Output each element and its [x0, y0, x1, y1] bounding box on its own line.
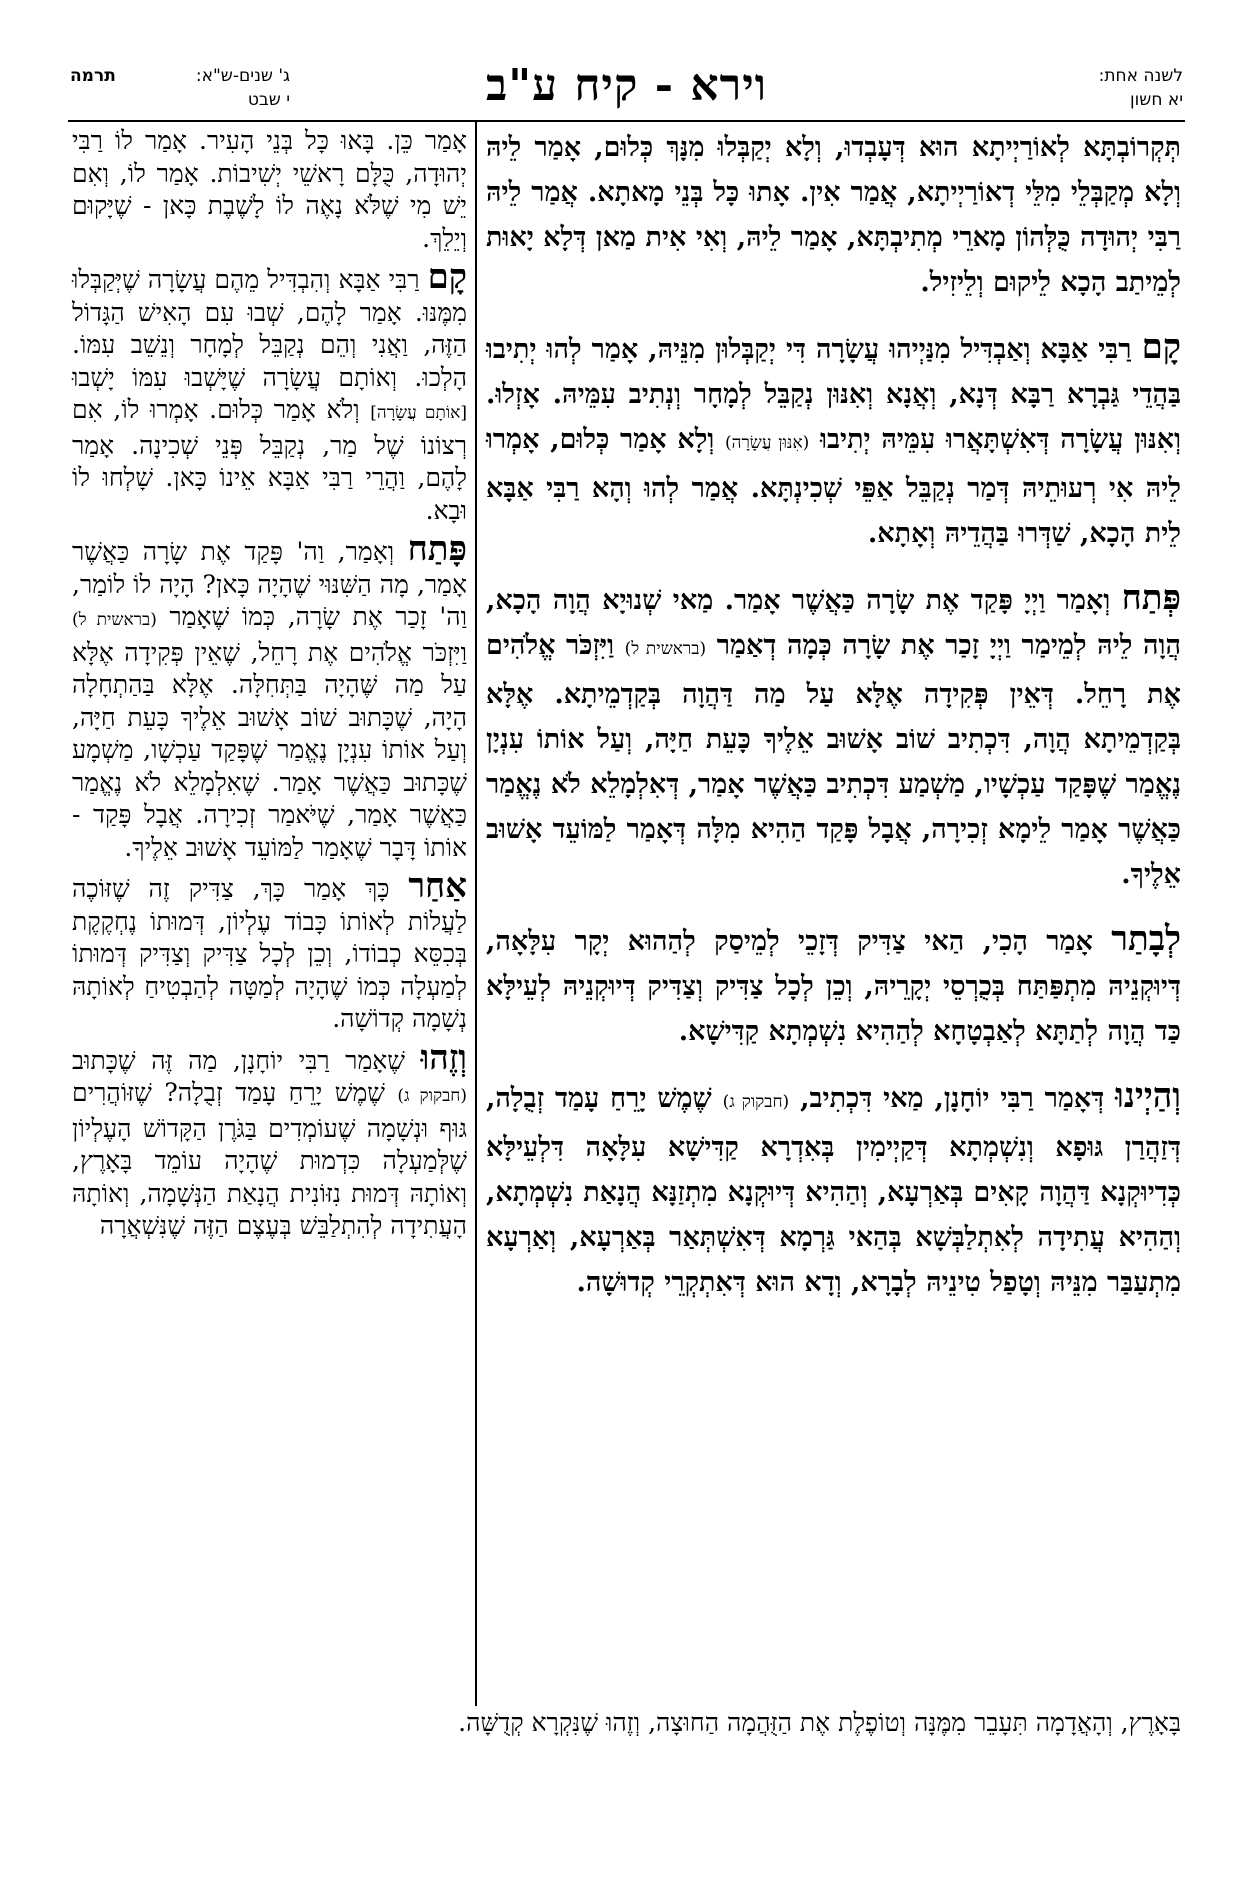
side-p3-note: (בראשית ל) [72, 610, 157, 630]
main-p5-lead: וְהַיְינוּ [1115, 1076, 1181, 1116]
main-p5-text: דְּאָמַר רַבִּי יוֹחָנָן, מַאי דִּכְתִיב, [800, 1083, 1116, 1114]
main-paragraph [486, 325, 1181, 556]
main-paragraph [486, 576, 1181, 897]
header-schedule-three-years [70, 64, 290, 112]
side-p5-note: (חבקוק ג) [397, 1086, 467, 1106]
page-title: וירא - קיח ע"ב [485, 60, 768, 111]
side-p4-lead: אַחַר [408, 866, 467, 906]
main-p3-note: (בראשית ל) [624, 639, 707, 659]
column-divider [475, 120, 477, 1706]
side-p2-lead: קָם [427, 257, 467, 297]
main-p2-note: (אִנּוּן עֲשָׂרָה) [725, 433, 810, 453]
main-p5-text-b: שֶׁמֶשׁ יָרֵחַ עָמַד זְבֻלָה, דְּזַהֲרַן גּוּפָא וְנִשְׁמְתָא דְּקַיְימִין בְּאִדְרָא קַדִּישָׁא עִלָּאָה דִּלְעֵילָּא כְּדִיוּקְנָא דַּהֲוָה קָאִים בְּאַרְעָא, וְהַהִיא דְּיוּקְנָא מִתְזַנָּא הֲנָאַת נִשְׁמְתָא, וְהַהִיא עֲתִידָה לְאִתְלַבְּשָׁא בְּהַאי גַּרְמָא דְּאִשְׁתְּאַר בְּאַרְעָא, וְאַרְעָא מִתְעַבַּר מִנֵּיהּ וְטָפַל טִינֵיהּ לְבָרָא, וְדָא הוּא דְּאִתְקְרֵי קְדוּשָׁה. [486, 1083, 1181, 1298]
main-p4-lead: לְבָתַר [1111, 919, 1181, 959]
main-p2-text: רַבִּי אַבָּא וְאַבְדִּיל מִנַּיְיהוּ עֲשָׂרָה דִּי יְקַבְּלוּן מִנֵּיהּ, אָמַר לְהוּ יְתִיבוּ בַּהֲדֵי גַּבְרָא רַבָּא דְּנָא, וְאֲנָא וְאִנּוּן נְקַבֵּל לְמָחָר וְנְתִיב עִמֵּיהּ. אָזְלוּ. וְאִנּוּן עֲשָׂרָה דְּאִשְׁתָּאֲרוּ עִמֵּיהּ יְתִיבוּ [486, 334, 1181, 455]
footer-continuation: בָּאָרֶץ, וְהָאֲדָמָה תִּעָבֵר מִמֶּנָּה וְטוֹפֶלֶת אֶת הַזֻּהֲמָה הַחוּצָה, וְזֶהוּ שֶׁנִּקְרָא קְדֻשָּׁה. [458, 1708, 1181, 1737]
main-paragraph [486, 125, 1181, 305]
header-left-line1: ג' שנים-ש"א: [195, 66, 290, 86]
main-p1-text: תְּקְרוֹבְתָּא לְאוֹרַיְיתָא הוּא דְּעָבְדוּ, וְלָא יְקַבְּלוּ מִנָּךְ כְּלוּם, אָמַר לֵיהּ וְלָא מְקַבְּלֵי מִלֵּי דְאוֹרַיְיתָא, אֲמַר אִין. אָתוּ כָּל בְּנֵי מָאתָא. אֲמַר לֵיהּ רַבִּי יְהוּדָה כֻּלְּהוֹן מָארֵי מְתִיבְתָּא, אָמַר לֵיהּ, וְאִי אִית מַאן דְּלָא יָאוּת לְמֵיתַב הָכָא לֵיקוּם וְלֵיזִיל. [486, 132, 1181, 298]
main-p4-text: אָמַר הָכִי, הַאי צַדִּיק דְּזָכֵי לְמֵיסַק לְהַהוּא יְקָר עִלָּאָה, דְּיוּקְנֵיהּ מִתְפַּתַּח בְּכֻרְסֵי יְקָרֵיהּ, וְכֵן לְכָל צַדִּיק וְצַדִּיק דְּיוּקְנֵיהּ לְעֵילָּא כַּד הֲוָה לְתַתָּא לְאַבְטָחָא לְהַהִיא נִשְׁמְתָא קַדִּישָׁא. [486, 926, 1181, 1047]
side-p3-text-b: וַיִּזְכֹּר אֱלֹהִים אֶת רָחֵל, שֶׁאֵין פְּקִידָה אֶלָּא עַל מַה שֶּׁהָיָה בַּתְּחִלָּה. אֶלָּא בַּהַתְחָלָה הָיָה, שֶׁכָּתוּב שׁוֹב אָשׁוּב אֵלֶיךָ כָּעֵת חַיָּה, וְעַל אוֹתוֹ עִנְיָן נֶאֱמַר שֶׁפָּקַד עַכְשָׁו, מַשְׁמָע שֶׁכָּתוּב כַּאֲשֶׁר אָמַר. שֶׁאִלְמָלֵא לֹא נֶאֱמַר כַּאֲשֶׁר אָמַר, שֶׁיֹּאמַר זְכִירָה. אֲבָל פָּקַד - אוֹתוֹ דָּבָר שֶׁאָמַר לַמּוֹעֵד אָשׁוּב אֵלֶיךָ. [72, 637, 467, 862]
side-p3-text: וְאָמַר, וַה' פָּקַד אֶת שָׂרָה כַּאֲשֶׁר אָמַר, מָה הַשִּׁנּוּי שֶׁהָיָה כָּאן? הָיָה לוֹ לוֹמַר, וַה' זָכַר אֶת שָׂרָה, כְּמוֹ שֶׁאָמַר [72, 537, 467, 631]
main-p5-note: (חבקוק ג) [722, 1092, 790, 1112]
side-paragraph [72, 1037, 467, 1243]
main-p2-text-b: וְלָא אָמַר כְּלוּם, אָמְרוּ לֵיהּ אִי רְעוּתֵיהּ דְּמַר נְקַבֵּל אַפֵּי שְׁכִינְתָּא. אֲמַר לְהוּ וְהָא רַבִּי אַבָּא לֵית הָכָא, שַׁדְּרוּ בַּהֲדֵיהּ וְאָתָא. [486, 424, 1181, 549]
side-p5-text: שֶׁאָמַר רַבִּי יוֹחָנָן, מַה זֶּה שֶׁכָּתוּב [72, 1045, 421, 1075]
header-left-line2: י שבט [247, 90, 290, 110]
side-p3-lead: פָּתַח [407, 529, 467, 569]
side-paragraph [72, 529, 467, 864]
main-paragraph [486, 917, 1181, 1054]
side-paragraph [72, 125, 467, 255]
header-right-line2: יא חשון [1130, 90, 1183, 110]
main-paragraph [486, 1074, 1181, 1305]
side-p1-text: אָמַר כֵּן. בָּאוּ כָּל בְּנֵי הָעִיר. אָמַר לוֹ רַבִּי יְהוּדָה, כֻּלָּם רָאשֵׁי יְשִׁיבוֹת. אָמַר לוֹ, וְאִם יֵשׁ מִי שֶׁלֹּא נָאֶה לוֹ לָשֶׁבֶת כָּאן - שֶׁיָּקוּם וְיֵלֵךְ. [72, 126, 467, 253]
header-divider [68, 120, 1185, 122]
side-text-hebrew-translation [72, 125, 467, 1706]
side-p2-text: רַבִּי אַבָּא וְהִבְדִּיל מֵהֶם עֲשָׂרָה שֶׁיְּקַבְּלוּ מִמֶּנּוּ. אָמַר לָהֶם, שְׁבוּ עִם הָאִישׁ הַגָּדוֹל הַזֶּה, וַאֲנִי וְהֵם נְקַבֵּל לְמָחָר וְנֵשֵׁב עִמּוֹ. הָלְכוּ. וְאוֹתָם עֲשָׂרָה שֶׁיָּשְׁבוּ עִמּוֹ יָשְׁבוּ [72, 265, 467, 392]
side-p2-note: [אוֹתָם עֲשָׂרָה] [370, 403, 467, 423]
side-paragraph [72, 257, 467, 527]
header-parsha: תרמה [70, 66, 116, 86]
side-paragraph [72, 866, 467, 1036]
header-right-line1: לשנה אחת: [1098, 66, 1183, 86]
header [70, 60, 1183, 122]
main-p3-text-b: וַיִּזְכֹּר אֱלֹהִים אֶת רָחֵל. דְּאֵין פְּקִידָה אֶלָּא עַל מַה דַּהֲוָה בְּקַדְמֵיתָא. אֶלָּא בְּקַדְמֵיתָא הֲוָה, דִּכְתִיב שׁוֹב אָשׁוּב אֵלֶיךָ כָּעֵת חַיָּה, וְעַל אוֹתוֹ עִנְיָן נֶאֱמַר שֶׁפָּקַד עַכְשָׁיו, מַשְׁמַע דִּכְתִיב כַּאֲשֶׁר אָמַר, דְּאִלְמָלֵא לֹא נֶאֱמַר כַּאֲשֶׁר אָמַר לֵימָא זְכִירָה, אֲבָל פָּקַד הַהִיא מִלָּה דְּאָמַר לַמּוֹעֵד אָשׁוּב אֵלֶיךָ. [486, 630, 1181, 890]
side-p4-text: כָּךְ אָמַר כָּךְ, צַדִּיק זֶה שֶׁזּוֹכֶה לַעֲלוֹת לְאוֹתוֹ כָּבוֹד עֶלְיוֹן, דְּמוּתוֹ נֶחְקֶקֶת בְּכִסֵּא כְבוֹדוֹ, וְכֵן לְכָל צַדִּיק וְצַדִּיק דְּמוּתוֹ לְמַעְלָה כְּמוֹ שֶׁהָיָה לְמַטָּה לְהַבְטִיחַ לְאוֹתָהּ נְשָׁמָה קְדוֹשָׁה. [72, 874, 467, 1033]
side-p5-text-b: שֶׁמֶשׁ יָרֵחַ עָמַד זְבֻלָה? שֶׁזּוֹהֲרִים גּוּף וּנְשָׁמָה שֶׁעוֹמְדִים בַּגֹּרֶן הַקָּדוֹשׁ הָעֶלְיוֹן שֶׁלְּמַעְלָה כִּדְמוּת שֶׁהָיָה עוֹמֵד בָּאָרֶץ, וְאוֹתָהּ דְּמוּת נִזּוֹנִית הֲנָאַת הַנְּשָׁמָה, וְאוֹתָהּ הָעֲתִידָה לְהִתְלַבֵּשׁ בְּעֶצֶם הַזֶּה שֶׁנִּשְׁאֲרָה [72, 1078, 467, 1240]
side-p2-text-b: וְלֹא אָמַר כְּלוּם. אָמְרוּ לוֹ, אִם רְצוֹנוֹ שֶׁל מַר, נְקַבֵּל פְּנֵי שְׁכִינָה. אָמַר לָהֶם, וַהֲרֵי רַבִּי אַבָּא אֵינוֹ כָּאן. שָׁלְחוּ לוֹ וּבָא. [72, 395, 467, 525]
main-text-aramaic [486, 125, 1181, 1734]
main-p2-lead: קָם [1141, 327, 1181, 367]
side-p5-lead: וְזֶהוּ [420, 1037, 467, 1078]
main-p3-lead: פְּתַח [1121, 578, 1181, 618]
main-p3-text: וְאָמַר וַיְיָ פָּקַד אֶת שָׂרָה כַּאֲשֶׁר אָמַר. מַאי שְׁנוּיָא הֲוָה הָכָא, הֲוָה לֵיהּ לְמֵימַר וַיְיָ זָכַר אֶת שָׂרָה כְּמָה דְאַמַר [486, 585, 1181, 661]
